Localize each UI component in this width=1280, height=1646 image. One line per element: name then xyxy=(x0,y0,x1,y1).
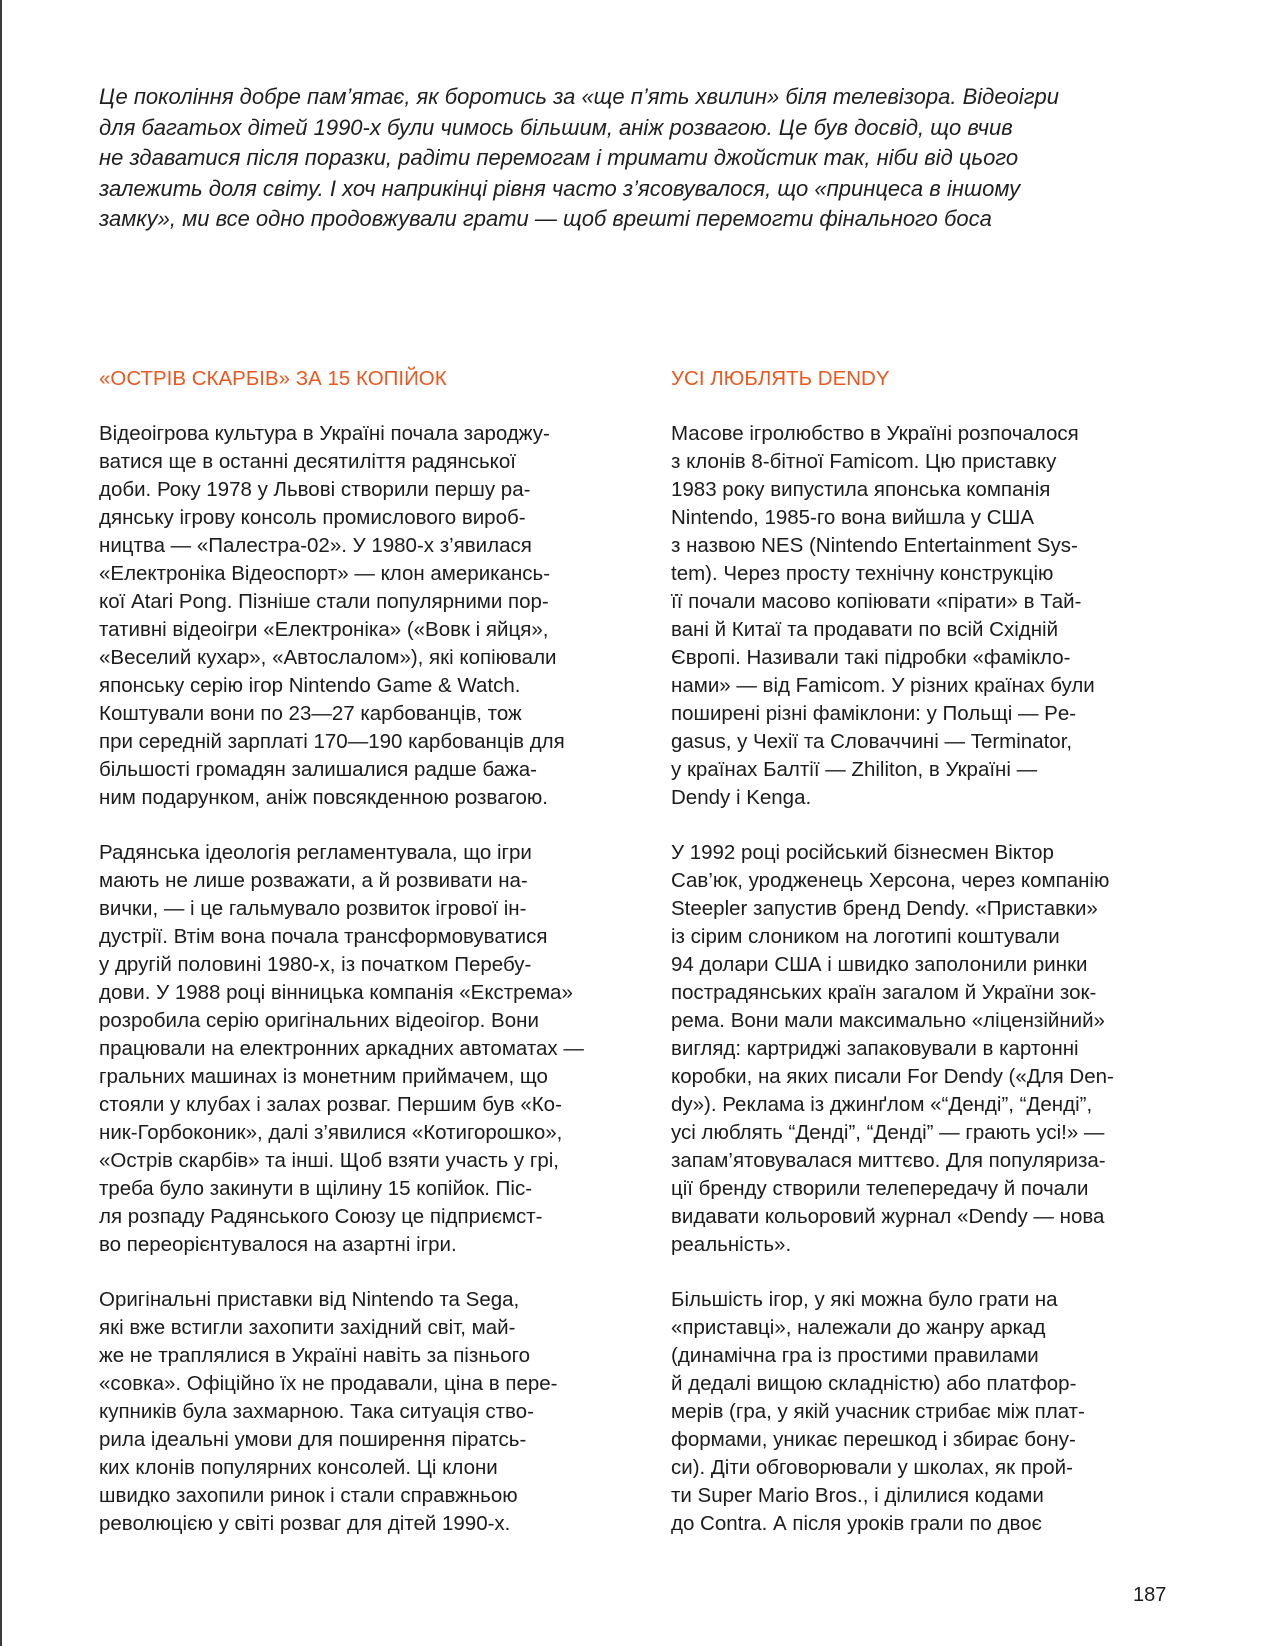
text-line: більшості громадян залишалися радше бажа- xyxy=(99,758,537,781)
text-line: dy»). Реклама із джинґлом «“Денді”, “Денді”, xyxy=(671,1093,1093,1116)
text-line: Більшість ігор, у які можна було грати на xyxy=(671,1288,1058,1311)
text-line: розробила серію оригінальних відеоігор. Вони xyxy=(99,1009,539,1032)
page-number: 187 xyxy=(1133,1584,1167,1606)
text-line: з назвою NES (Nintendo Entertainment Sys- xyxy=(671,534,1078,557)
text-line: пострадянських країн загалом й України зок- xyxy=(671,981,1097,1004)
text-line: вички, — і це гальмувало розвиток ігрової ін- xyxy=(99,897,527,920)
text-line: вані й Китаї та продавати по всій Східній xyxy=(671,618,1059,641)
text-line: японську серію ігор Nintendo Game & Watch. xyxy=(99,674,521,697)
text-line: треба було закинути в щілину 15 копійок. Піс- xyxy=(99,1177,533,1200)
text-line: мають не лише розважати, а й розвивати на- xyxy=(99,869,528,892)
text-line: Масове ігролюбство в Україні розпочалося xyxy=(671,422,1079,445)
text-line: доби. Року 1978 у Львові створили першу ра- xyxy=(99,478,531,501)
text-line: дустрії. Втім вона почала трансформовуватися xyxy=(99,925,548,948)
text-line: тативні відеоігри «Електроніка» («Вовк і яйця», xyxy=(99,618,549,641)
text-line: Steepler запустив бренд Dendy. «Приставки» xyxy=(671,897,1098,920)
paragraph xyxy=(671,1286,1141,1538)
section-heading-treasure-island: «ОСТРІВ СКАРБІВ» ЗА 15 КОПІЙОК xyxy=(99,367,447,390)
intro-line: замку», ми все одно продовжували грати — щоб врешті перемогти фінального боса xyxy=(99,206,992,231)
text-line: 94 долари США і швидко заполонили ринки xyxy=(671,953,1088,976)
text-line: при середній зарплаті 170—190 карбованців для xyxy=(99,730,565,753)
text-line: Dendy і Kenga. xyxy=(671,786,812,809)
paragraph xyxy=(671,420,1141,812)
text-line: ля розпаду Радянського Союзу це підприємст- xyxy=(99,1205,543,1228)
left-column xyxy=(99,366,619,1565)
text-line: «Електроніка Відеоспорт» — клон американсь- xyxy=(99,562,551,585)
text-line: «совка». Офіційно їх не продавали, ціна в пере- xyxy=(99,1372,558,1395)
text-line: із сірим слоником на логотипі коштували xyxy=(671,925,1060,948)
text-line: Радянська ідеологія регламентувала, що ігри xyxy=(99,841,532,864)
text-line: tem). Через просту технічну конструкцію xyxy=(671,562,1054,585)
paragraph xyxy=(99,1286,619,1538)
text-line: ції бренду створили телепередачу й почали xyxy=(671,1177,1089,1200)
text-line: (динамічна гра із простими правилами xyxy=(671,1344,1039,1367)
text-line: Відеоігрова культура в Україні почала зароджу- xyxy=(99,422,550,445)
text-line: gasus, у Чехії та Словаччині — Terminator, xyxy=(671,730,1073,753)
text-line: які вже встигли захопити західний світ, май- xyxy=(99,1316,516,1339)
text-line: ватися ще в останні десятиліття радянської xyxy=(99,450,516,473)
text-line: коробки, на яких писали For Dendy («Для Den- xyxy=(671,1065,1114,1088)
text-line: Nintendo, 1985-го вона вийшла у США xyxy=(671,506,1034,529)
text-line: видавати кольоровий журнал «Dendy — нова xyxy=(671,1205,1105,1228)
text-line: Коштували вони по 23—27 карбованців, тож xyxy=(99,702,522,725)
text-line: працювали на електронних аркадних автоматах — xyxy=(99,1037,584,1060)
paragraph xyxy=(99,839,619,1259)
text-line: дянську ігрову консоль промислового вироб- xyxy=(99,506,526,529)
text-line: у другій половині 1980-х, із початком Перебу- xyxy=(99,953,532,976)
text-line: Оригінальні приставки від Nintendo та Sega, xyxy=(99,1288,520,1311)
text-line: ти Super Mario Bros., і ділилися кодами xyxy=(671,1484,1044,1507)
text-line: мерів (гра, у якій учасник стрибає між плат- xyxy=(671,1400,1085,1423)
intro-lead xyxy=(99,82,1089,235)
intro-line: залежить доля світу. І хоч наприкінці рівня часто з’ясовувалося, що «принцеса в іншому xyxy=(99,175,1021,201)
text-line: нами» — від Famicom. У різних країнах були xyxy=(671,674,1095,697)
text-line: поширені різні фамiклони: у Польщі — Pe- xyxy=(671,702,1077,725)
text-line: кої Atari Pong. Пізніше стали популярними пор- xyxy=(99,590,549,613)
right-column xyxy=(671,366,1141,1565)
text-line: вигляд: картриджі запаковували в картонні xyxy=(671,1037,1079,1060)
intro-line: Це покоління добре пам’ятає, як боротись за «ще п’ять хвилин» біля телевізора. Відеоігри xyxy=(99,84,1060,109)
text-line: її почали масово копіювати «пірати» в Тай- xyxy=(671,590,1082,613)
text-line: ним подарунком, аніж повсякденною розвагою. xyxy=(99,786,548,809)
intro-line: для багатьох дітей 1990-х були чимось більшим, аніж розвагою. Це був досвід, що вчив xyxy=(99,114,1013,140)
text-line: запам’ятовувалася миттєво. Для популяриза- xyxy=(671,1149,1106,1172)
text-line: реальність». xyxy=(671,1233,792,1256)
text-line: швидко захопили ринок і стали справжньою xyxy=(99,1484,518,1507)
text-line: У 1992 році російський бізнесмен Віктор xyxy=(671,841,1054,864)
text-line: ництва — «Палестра-02». У 1980-х з’явилася xyxy=(99,534,532,557)
text-line: «приставці», належали до жанру аркад xyxy=(671,1316,1046,1339)
text-line: дови. У 1988 році вінницька компанія «Екстрема» xyxy=(99,981,573,1004)
text-line: ких клонів популярних консолей. Ці клони xyxy=(99,1456,498,1479)
text-line: 1983 року випустила японська компанія xyxy=(671,478,1051,501)
text-line: гральних машинах із монетним приймачем, що xyxy=(99,1065,548,1088)
text-line: усі люблять “Денді”, “Денді” — грають усі!» — xyxy=(671,1121,1105,1144)
text-line: Сав’юк, уродженець Херсона, через компанію xyxy=(671,869,1110,892)
text-line: з клонів 8-бітної Famicom. Цю приставку xyxy=(671,450,1057,473)
text-line: рема. Вони мали максимально «ліцензійний» xyxy=(671,1009,1105,1032)
text-line: у країнах Балтії — Zhiliton, в Україні — xyxy=(671,758,1038,781)
text-line: «Веселий кухар», «Автослалом»), які копіювали xyxy=(99,646,557,669)
intro-line: не здаватися після поразки, радіти перемогам і тримати джойстик так, ніби від цього xyxy=(99,145,1019,170)
paragraph xyxy=(99,420,619,812)
text-line: си). Діти обговорювали у школах, як прой- xyxy=(671,1456,1073,1479)
text-line: революцією у світі розваг для дітей 1990-х. xyxy=(99,1512,511,1535)
text-line: купників була захмарною. Така ситуація ство- xyxy=(99,1400,534,1423)
text-line: Європі. Називали такі підробки «фамікло- xyxy=(671,646,1071,669)
text-line: формами, уникає перешкод і збирає бону- xyxy=(671,1428,1076,1451)
text-line: й дедалі вищою складністю) або платфор- xyxy=(671,1372,1077,1395)
section-heading-dendy: УСІ ЛЮБЛЯТЬ DENDY xyxy=(671,367,890,390)
text-line: до Contra. А після уроків грали по двоє xyxy=(671,1512,1043,1535)
page-edge-line xyxy=(0,0,2,1646)
text-line: во переорієнтувалося на азартні ігри. xyxy=(99,1233,457,1256)
paragraph xyxy=(671,839,1141,1259)
text-line: же не траплялися в Україні навіть за пізнього xyxy=(99,1344,531,1367)
text-line: ник-Горбоконик», далі з’явилися «Котигорошко», xyxy=(99,1121,563,1144)
text-line: «Острів скарбів» та інші. Щоб взяти участь у грі, xyxy=(99,1149,559,1172)
text-line: рила ідеальні умови для поширення піратсь- xyxy=(99,1428,527,1451)
text-line: стояли у клубах і залах розваг. Першим був «Ко- xyxy=(99,1093,562,1116)
